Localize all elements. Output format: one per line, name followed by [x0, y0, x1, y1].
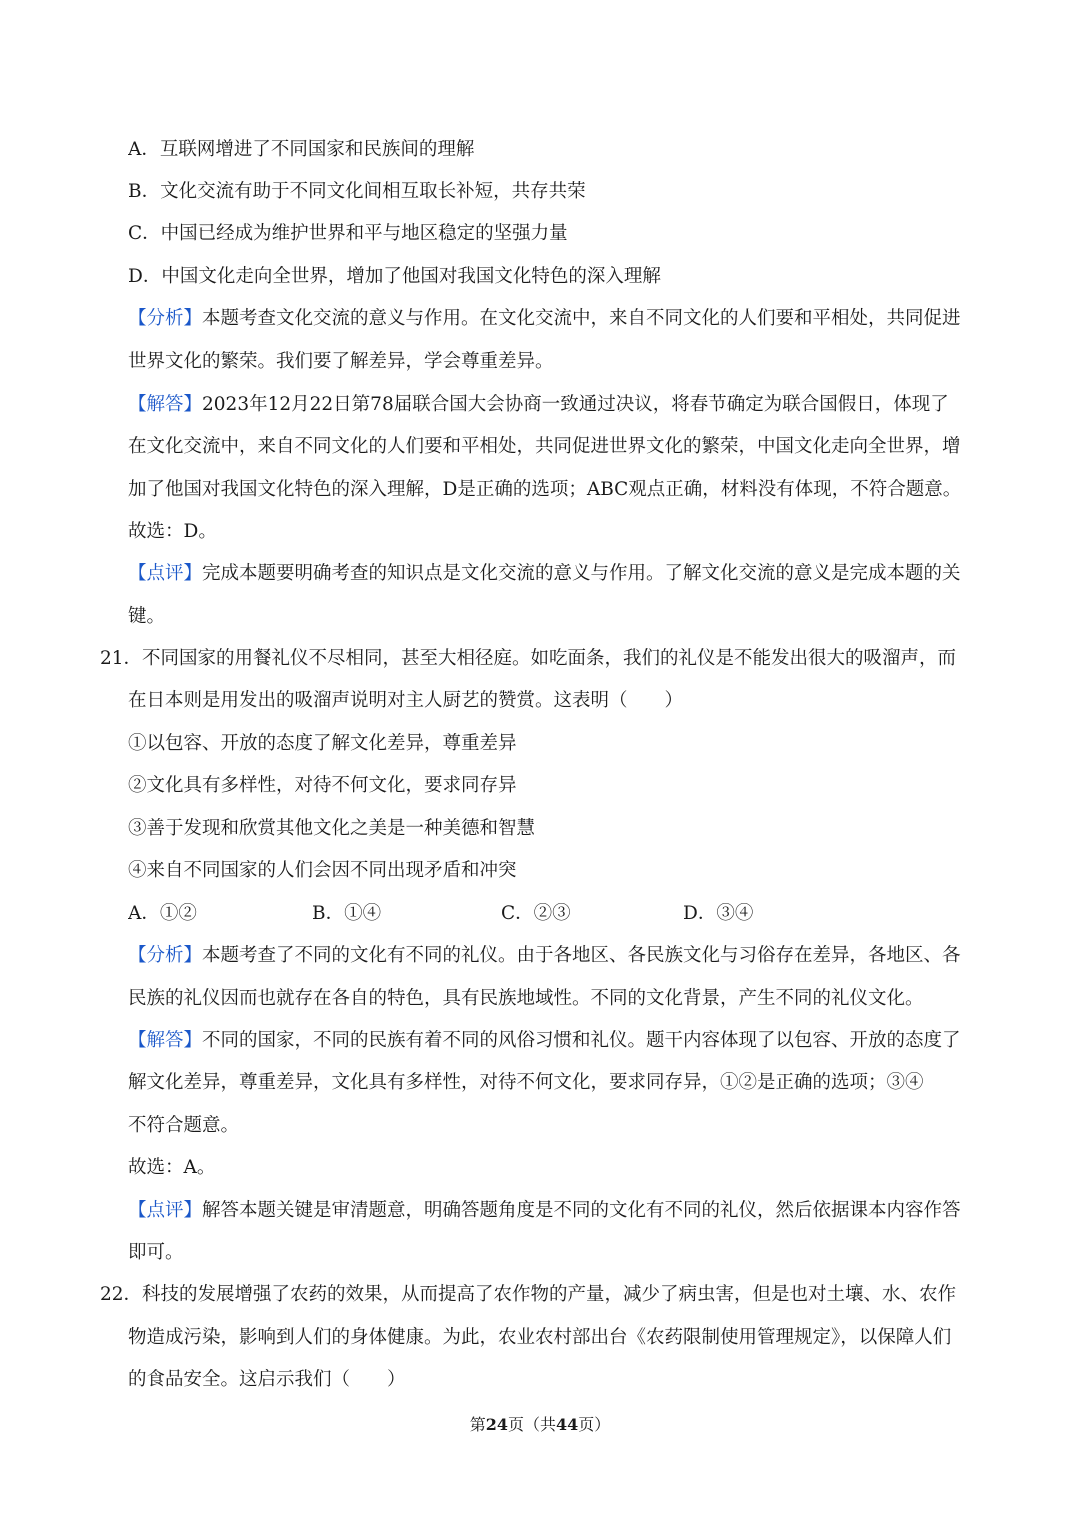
q20-option-c: C．中国已经成为维护世界和平与地区稳定的坚强力量 [128, 223, 568, 244]
footer-suffix: 页） [578, 1415, 611, 1434]
q21-choice-c: C．②③ [501, 903, 571, 924]
q21-answer-line-1: 【解答】不同的国家，不同的民族有着不同的风俗习惯和礼仪。题干内容体现了以包容、开放的态度了 [128, 1030, 961, 1051]
q21-statement-2: ②文化具有多样性，对待不何文化，要求同存异 [128, 775, 517, 796]
q20-option-b: B．文化交流有助于不同文化间相互取长补短，共存共荣 [128, 181, 586, 202]
q20-answer-line-3: 加了他国对我国文化特色的深入理解，D是正确的选项；ABC观点正确，材料没有体现，不符合题意。 [128, 479, 962, 500]
footer-prefix: 第 [469, 1415, 486, 1434]
footer-middle: 页（共 [507, 1415, 556, 1434]
q20-comment-line-1: 【点评】完成本题要明确考查的知识点是文化交流的意义与作用。了解文化交流的意义是完成本题的关 [128, 563, 961, 584]
q21-answer-choice: 故选：A。 [128, 1157, 216, 1178]
q21-statement-1: ①以包容、开放的态度了解文化差异，尊重差异 [128, 733, 517, 754]
q20-option-a: A．互联网增进了不同国家和民族间的理解 [128, 139, 475, 160]
comment-tag: 【点评】 [128, 563, 203, 584]
q20-analysis-line-2: 世界文化的繁荣。我们要了解差异，学会尊重差异。 [128, 351, 554, 372]
q21-choices [128, 902, 980, 926]
analysis-tag: 【分析】 [128, 945, 203, 966]
total-pages: 44 [556, 1415, 579, 1434]
q21-statement-3: ③善于发现和欣赏其他文化之美是一种美德和智慧 [128, 818, 536, 839]
page-footer [0, 1415, 1080, 1435]
answer-tag: 【解答】 [128, 1030, 203, 1051]
q20-analysis-line-1: 【分析】本题考查文化交流的意义与作用。在文化交流中，来自不同文化的人们要和平相处，共同促进 [128, 308, 961, 329]
q20-option-d: D．中国文化走向全世界，增加了他国对我国文化特色的深入理解 [128, 266, 661, 287]
q21-analysis-line-2: 民族的礼仪因而也就存在各自的特色，具有民族地域性。不同的文化背景，产生不同的礼仪文化。 [128, 988, 924, 1009]
q20-answer-line-1: 【解答】2023年12月22日第78届联合国大会协商一致通过决议，将春节确定为联合国假日，体现了 [128, 394, 949, 415]
q22-stem-line-2: 物造成污染，影响到人们的身体健康。为此，农业农村部出台《农药限制使用管理规定》，以保障人们 [128, 1327, 952, 1348]
q20-answer-choice: 故选：D。 [128, 521, 217, 542]
q21-comment-line-1: 【点评】解答本题关键是审清题意，明确答题角度是不同的文化有不同的礼仪，然后依据课本内容作答 [128, 1200, 961, 1221]
q21-choice-d: D．③④ [683, 903, 754, 924]
q21-statement-4: ④来自不同国家的人们会因不同出现矛盾和冲突 [128, 860, 517, 881]
q20-comment-line-2: 键。 [128, 606, 166, 627]
q21-answer-line-3: 不符合题意。 [128, 1115, 240, 1136]
q21-stem-line-2: 在日本则是用发出的吸溜声说明对主人厨艺的赞赏。这表明（ ） [128, 690, 684, 711]
q21-comment-line-2: 即可。 [128, 1242, 184, 1263]
q21-choice-b: B．①④ [312, 903, 382, 924]
q20-answer-line-2: 在文化交流中，来自不同文化的人们要和平相处，共同促进世界文化的繁荣，中国文化走向全世界，增 [128, 436, 961, 457]
q22-stem-line-1: 22．科技的发展增强了农药的效果，从而提高了农作物的产量，减少了病虫害，但是也对土壤、水、农作 [100, 1284, 957, 1305]
comment-tag: 【点评】 [128, 1200, 203, 1221]
q21-answer-line-2: 解文化差异，尊重差异，文化具有多样性，对待不何文化，要求同存异，①②是正确的选项；③④ [128, 1072, 924, 1093]
analysis-tag: 【分析】 [128, 308, 203, 329]
q22-stem-line-3: 的食品安全。这启示我们（ ） [128, 1369, 406, 1390]
q21-stem-line-1: 21．不同国家的用餐礼仪不尽相同，甚至大相径庭。如吃面条，我们的礼仪是不能发出很大的吸溜声，而 [100, 648, 957, 669]
page-number: 24 [485, 1415, 508, 1434]
q21-analysis-line-1: 【分析】本题考查了不同的文化有不同的礼仪。由于各地区、各民族文化与习俗存在差异，各地区、各 [128, 945, 961, 966]
answer-tag: 【解答】 [128, 394, 203, 415]
q21-choice-a: A．①② [128, 903, 197, 924]
